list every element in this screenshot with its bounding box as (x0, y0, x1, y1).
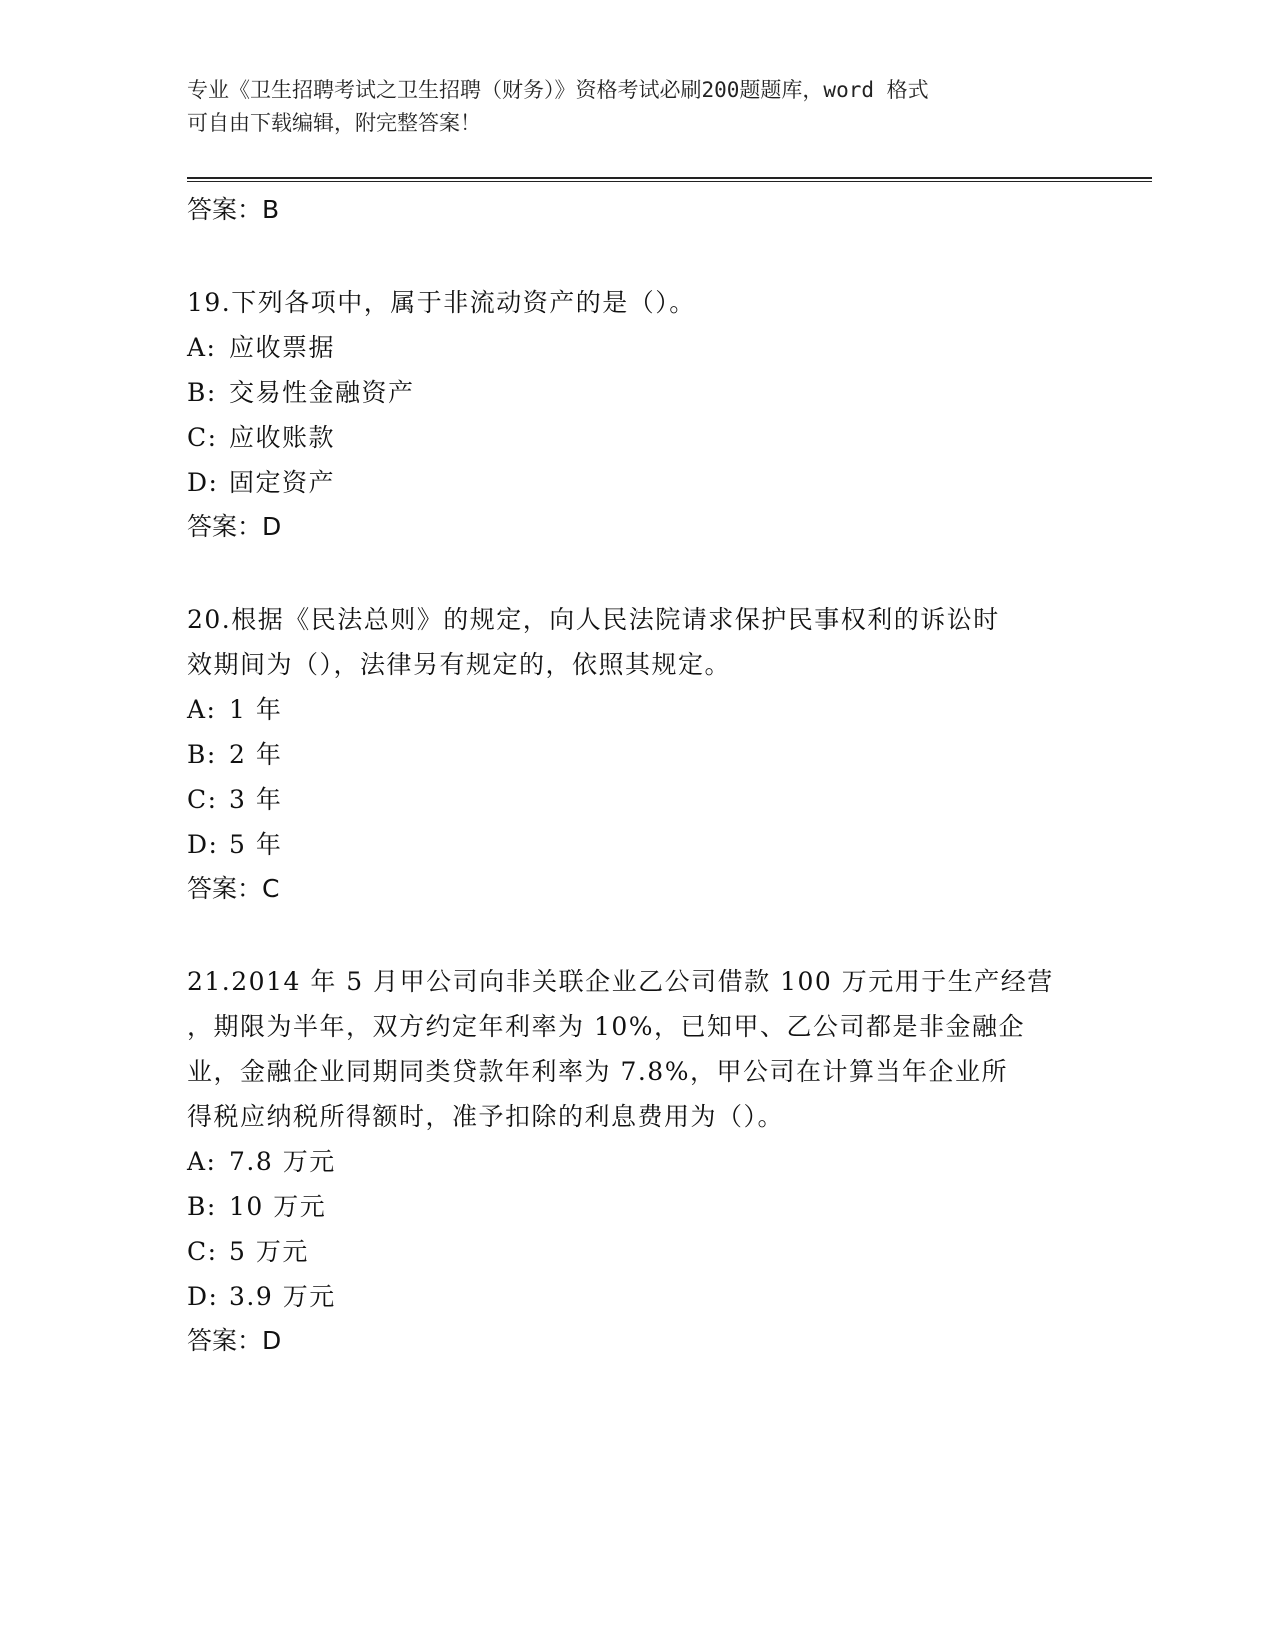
option-key: C: (187, 1237, 218, 1266)
option-d (187, 1274, 1087, 1319)
option-b (187, 732, 1087, 777)
question-line: ，期限为半年，双方约定年利率为 10%，已知甲、乙公司都是非金融企 (187, 1012, 1026, 1041)
option-text: 1 年 (229, 695, 283, 724)
option-key: D: (187, 1282, 219, 1311)
option-text: 交易性金融资产 (229, 378, 415, 407)
question-20 (187, 597, 1087, 911)
option-key: B: (187, 1192, 217, 1221)
header-line-1: 专业《卫生招聘考试之卫生招聘（财务）》资格考试必刷200题题库，word 格式 (187, 78, 929, 102)
page-header (187, 74, 1067, 140)
answer: 答案：C (187, 874, 280, 903)
question-line: 19.下列各项中，属于非流动资产的是（）。 (187, 288, 696, 317)
option-key: C: (187, 423, 218, 452)
answer-prev: 答案：B (187, 195, 280, 224)
option-key: A: (187, 695, 217, 724)
answer: 答案：D (187, 1326, 282, 1355)
option-b (187, 370, 1087, 415)
option-key: B: (187, 378, 217, 407)
option-a (187, 687, 1087, 732)
question-line: 业，金融企业同期同类贷款年利率为 7.8%，甲公司在计算当年企业所 (187, 1057, 1008, 1086)
question-21 (187, 959, 1087, 1363)
option-key: A: (187, 1147, 217, 1176)
question-text (187, 280, 1087, 325)
option-c (187, 1229, 1087, 1274)
option-b (187, 1184, 1087, 1229)
question-line: 效期间为（），法律另有规定的，依照其规定。 (187, 650, 732, 679)
option-d (187, 460, 1087, 505)
option-key: D: (187, 468, 219, 497)
header-divider (187, 177, 1152, 182)
option-text: 2 年 (229, 740, 283, 769)
option-key: C: (187, 785, 218, 814)
option-key: D: (187, 830, 219, 859)
document-body (187, 188, 1087, 1363)
question-text (187, 597, 1087, 687)
option-text: 固定资产 (229, 468, 336, 497)
answer: 答案：D (187, 512, 282, 541)
option-text: 3 年 (229, 785, 283, 814)
option-text: 5 年 (229, 830, 283, 859)
option-d (187, 822, 1087, 867)
option-key: B: (187, 740, 217, 769)
question-text (187, 959, 1087, 1139)
option-a (187, 325, 1087, 370)
question-line: 得税应纳税所得额时，准予扣除的利息费用为（）。 (187, 1102, 785, 1131)
option-text: 5 万元 (229, 1237, 309, 1266)
option-c (187, 777, 1087, 822)
question-line: 20.根据《民法总则》的规定，向人民法院请求保护民事权利的诉讼时 (187, 605, 1000, 634)
option-text: 10 万元 (229, 1192, 327, 1221)
option-text: 应收票据 (229, 333, 336, 362)
question-line: 21.2014 年 5 月甲公司向非关联企业乙公司借款 100 万元用于生产经营 (187, 967, 1054, 996)
question-19 (187, 280, 1087, 549)
option-text: 应收账款 (229, 423, 336, 452)
option-text: 7.8 万元 (229, 1147, 336, 1176)
option-a (187, 1139, 1087, 1184)
header-line-2: 可自由下载编辑，附完整答案！ (187, 111, 481, 135)
option-text: 3.9 万元 (229, 1282, 336, 1311)
option-key: A: (187, 333, 217, 362)
option-c (187, 415, 1087, 460)
